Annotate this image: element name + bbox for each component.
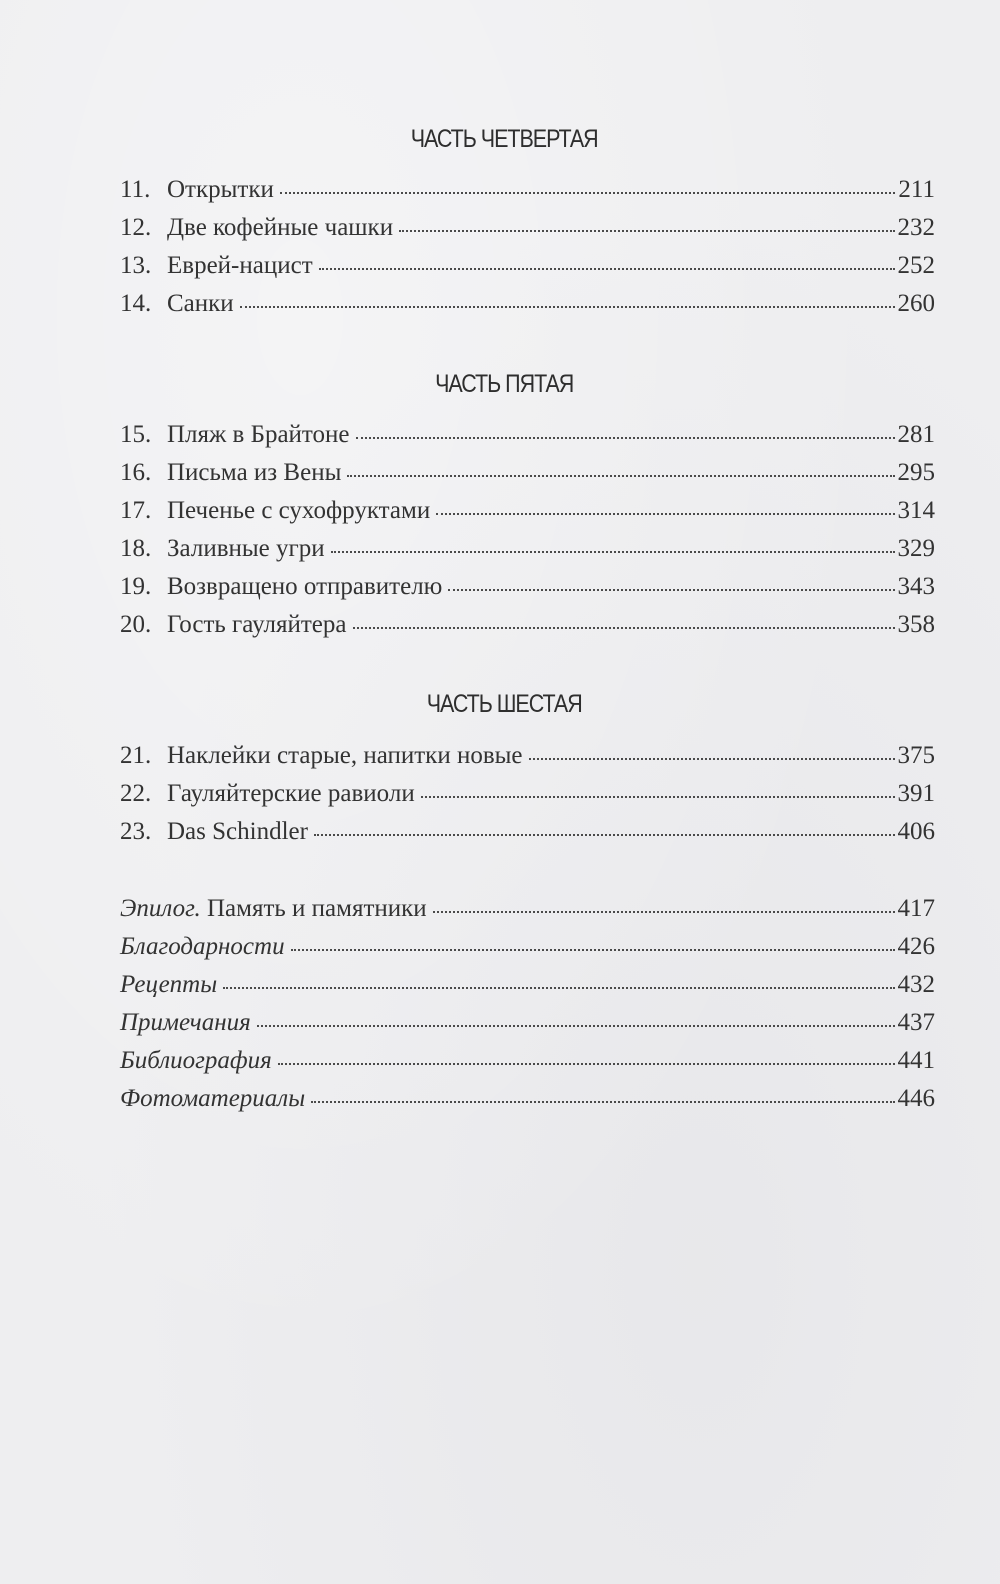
dot-leader [291,949,895,951]
dot-leader [257,1025,895,1027]
toc-entry-chapter-23[interactable] [120,818,935,854]
page-number: 441 [897,1047,935,1074]
chapter-number: 23. [120,818,152,845]
toc-entry-chapter-12[interactable] [120,214,935,250]
chapter-title: Две кофейные чашки [167,214,394,241]
dot-leader [356,437,895,439]
toc-entry-chapter-18[interactable] [120,535,935,571]
entry-title-italic: Примечания [120,1009,251,1036]
page-number: 375 [897,742,935,769]
page-number: 232 [897,214,935,241]
chapter-number: 17. [120,497,152,524]
chapter-title: Еврей-нацист [167,252,313,279]
entry-title-italic: Эпилог. [120,895,201,922]
toc-entry-chapter-22[interactable] [120,780,935,816]
toc-entry-chapter-21[interactable] [120,742,935,778]
dot-leader [314,834,895,836]
entry-title [120,1085,305,1113]
entry-title-italic: Библиография [120,1047,272,1074]
toc-entry-acknowledgements[interactable] [120,933,935,969]
page-number: 211 [898,176,935,203]
page-number: 260 [897,290,935,317]
chapter-title: Заливные угри [167,535,325,562]
page-number: 252 [897,252,935,279]
dot-leader [280,192,896,194]
chapter-number: 14. [120,290,152,317]
chapter-number: 13. [120,252,152,279]
page-number: 417 [897,895,935,922]
dot-leader [223,987,894,989]
chapter-number: 15. [120,421,152,448]
toc-entry-chapter-20[interactable] [120,611,935,647]
entry-title-rest: Память и памятники [200,895,427,922]
toc-entry-chapter-14[interactable] [120,290,935,326]
page-number: 329 [897,535,935,562]
toc-entry-photographs[interactable] [120,1085,935,1121]
chapter-title: Гауляйтерские равиоли [167,780,415,807]
page-number: 343 [897,573,935,600]
dot-leader [436,513,894,515]
chapter-number: 11. [120,176,151,203]
dot-leader [433,911,895,913]
dot-leader [421,796,895,798]
part-six-heading: ЧАСТЬ ШЕСТАЯ [426,690,582,718]
page-number: 358 [897,611,935,638]
toc-entry-chapter-17[interactable] [120,497,935,533]
part-four-heading: ЧАСТЬ ЧЕТВЕРТАЯ [410,125,598,153]
toc-entry-chapter-13[interactable] [120,252,935,288]
entry-title-italic: Фотоматериалы [120,1085,306,1112]
page-number: 391 [897,780,935,807]
chapter-title: Наклейки старые, напитки новые [167,742,523,769]
page-number: 406 [897,818,935,845]
page-number: 295 [897,459,935,486]
toc-entry-recipes[interactable] [120,971,935,1007]
dot-leader [311,1101,894,1103]
chapter-number: 20. [120,611,152,638]
page-number: 281 [897,421,935,448]
chapter-title: Открытки [167,176,274,203]
dot-leader [448,589,894,591]
chapter-title: Печенье с сухофруктами [167,497,431,524]
dot-leader [347,475,894,477]
chapter-title: Возвращено отправителю [167,573,443,600]
chapter-title: Санки [167,290,234,317]
page-number: 437 [897,1009,935,1036]
chapter-number: 21. [120,742,152,769]
chapter-number: 19. [120,573,152,600]
part-five-heading: ЧАСТЬ ПЯТАЯ [435,370,574,398]
dot-leader [240,306,895,308]
chapter-number: 18. [120,535,152,562]
entry-title-italic: Благодарности [120,933,285,960]
toc-entry-chapter-19[interactable] [120,573,935,609]
dot-leader [278,1063,895,1065]
toc-entry-notes[interactable] [120,1009,935,1045]
dot-leader [529,758,895,760]
dot-leader [331,551,895,553]
chapter-number: 16. [120,459,152,486]
toc-entry-bibliography[interactable] [120,1047,935,1083]
chapter-number: 12. [120,214,152,241]
entry-title [120,1009,251,1037]
page-number: 426 [897,933,935,960]
chapter-number: 22. [120,780,152,807]
page-number: 432 [897,971,935,998]
toc-entry-chapter-16[interactable] [120,459,935,495]
dot-leader [399,230,894,232]
toc-entry-chapter-11[interactable] [120,176,935,212]
chapter-title: Пляж в Брайтоне [167,421,350,448]
dot-leader [353,627,895,629]
chapter-title: Гость гауляйтера [167,611,347,638]
toc-entry-chapter-15[interactable] [120,421,935,457]
entry-title [120,895,427,923]
entry-title [120,933,285,961]
dot-leader [319,268,895,270]
entry-title [120,1047,272,1075]
chapter-title: Das Schindler [167,818,308,845]
page-number: 446 [897,1085,935,1112]
toc-entry-epilogue[interactable] [120,895,935,931]
entry-title-italic: Рецепты [120,971,218,998]
chapter-title: Письма из Вены [167,459,342,486]
entry-title [120,971,217,999]
page-number: 314 [897,497,935,524]
